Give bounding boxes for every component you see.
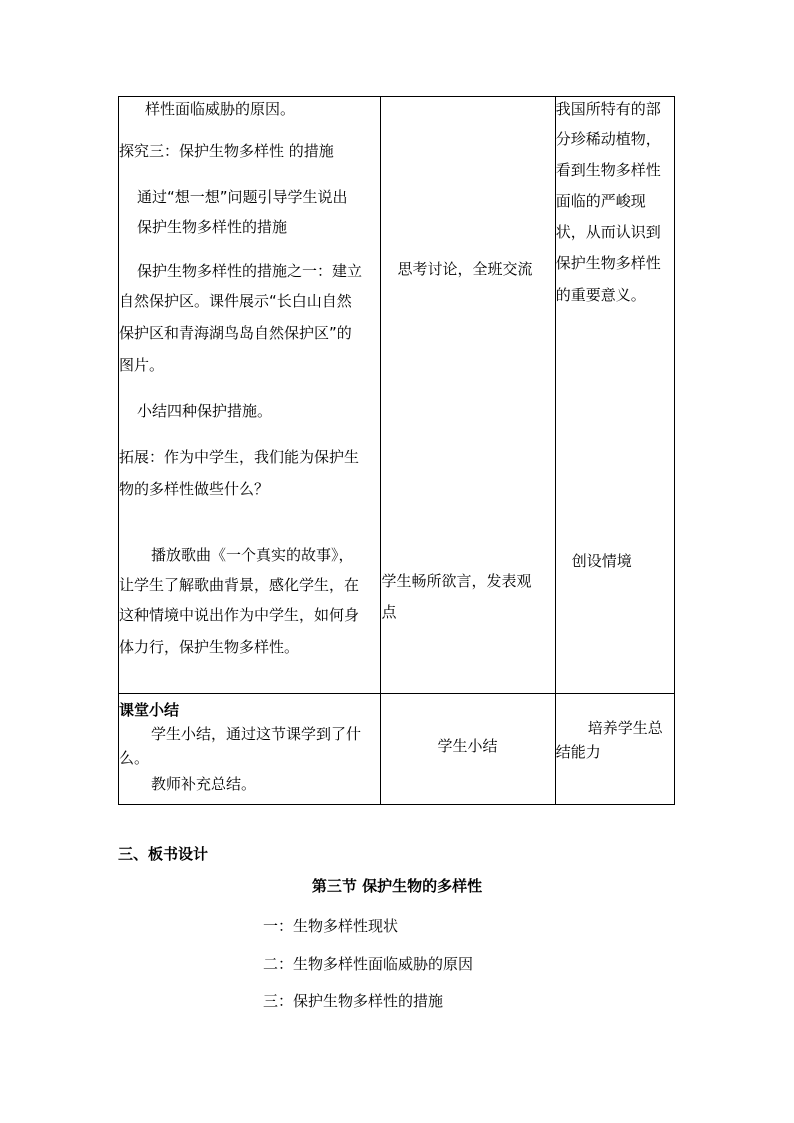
student-activity-cell [381,97,555,694]
design-intent-cell [555,97,674,694]
text-line: 这种情境中说出作为中学生，如何身 [119,606,360,624]
text-line: 教师补充总结。 [151,775,257,793]
text-line: 思考讨论，全班交流 [397,260,533,278]
table-row [119,97,675,694]
table-row [119,694,675,805]
text-line: 我国所特有的部 [555,100,661,118]
text-line: 学生小结，通过这节课学到了什 [151,725,362,743]
text-line: 体力行，保护生物多样性。 [119,638,300,656]
text-line: 保护生物多样性的措施 [137,218,288,236]
teacher-activity-cell [119,97,381,694]
text-line: 的重要意义。 [555,286,646,304]
text-line: 让学生了解歌曲背景，感化学生，在 [119,576,360,594]
text-line: 拓展：作为中学生，我们能为保护生 [119,448,360,466]
text-line: 通过“想一想”问题引导学生说出 [137,188,348,206]
board-design-heading: 三、板书设计 [118,845,209,863]
board-item: 三：保护生物多样性的措施 [263,992,444,1010]
text-line: 看到生物多样性 [555,161,661,179]
board-item: 二：生物多样性面临威胁的原因 [263,955,474,973]
text-line: 探究三：保护生物多样性 的措施 [119,142,334,160]
text-line: 样性面临威胁的原因。 [145,100,296,118]
text-line: 状，从而认识到 [555,223,661,241]
text-line: 么。 [119,749,150,767]
text-line: 保护生物多样性 [555,254,661,272]
student-summary-cell [381,694,555,805]
text-line: 小结四种保护措施。 [137,402,273,420]
board-title: 第三节 保护生物的多样性 [311,877,483,895]
text-line: 分珍稀动植物， [555,130,661,148]
summary-intent-cell [555,694,674,805]
text-line: 物的多样性做些什么？ [119,480,270,498]
text-line: 创设情境 [571,552,632,570]
text-line: 学生小结 [437,737,498,755]
board-item: 一：生物多样性现状 [263,917,399,935]
text-line: 结能力 [555,743,601,761]
summary-cell [119,694,381,805]
text-line: 保护生物多样性的措施之一：建立 [137,262,363,280]
text-line: 保护区和青海湖鸟岛自然保护区”的 [119,324,352,342]
text-line: 学生畅所欲言，发表观 [381,572,532,590]
text-line: 图片。 [119,356,165,374]
lesson-plan-table [118,96,675,805]
text-line: 播放歌曲《一个真实的故事》， [151,546,354,564]
text-line: 面临的严峻现 [555,192,646,210]
text-line: 自然保护区。课件展示“长白山自然 [119,292,352,310]
section-title: 课堂小结 [119,701,180,719]
text-line: 培养学生总 [587,719,663,737]
text-line: 点 [381,603,397,621]
